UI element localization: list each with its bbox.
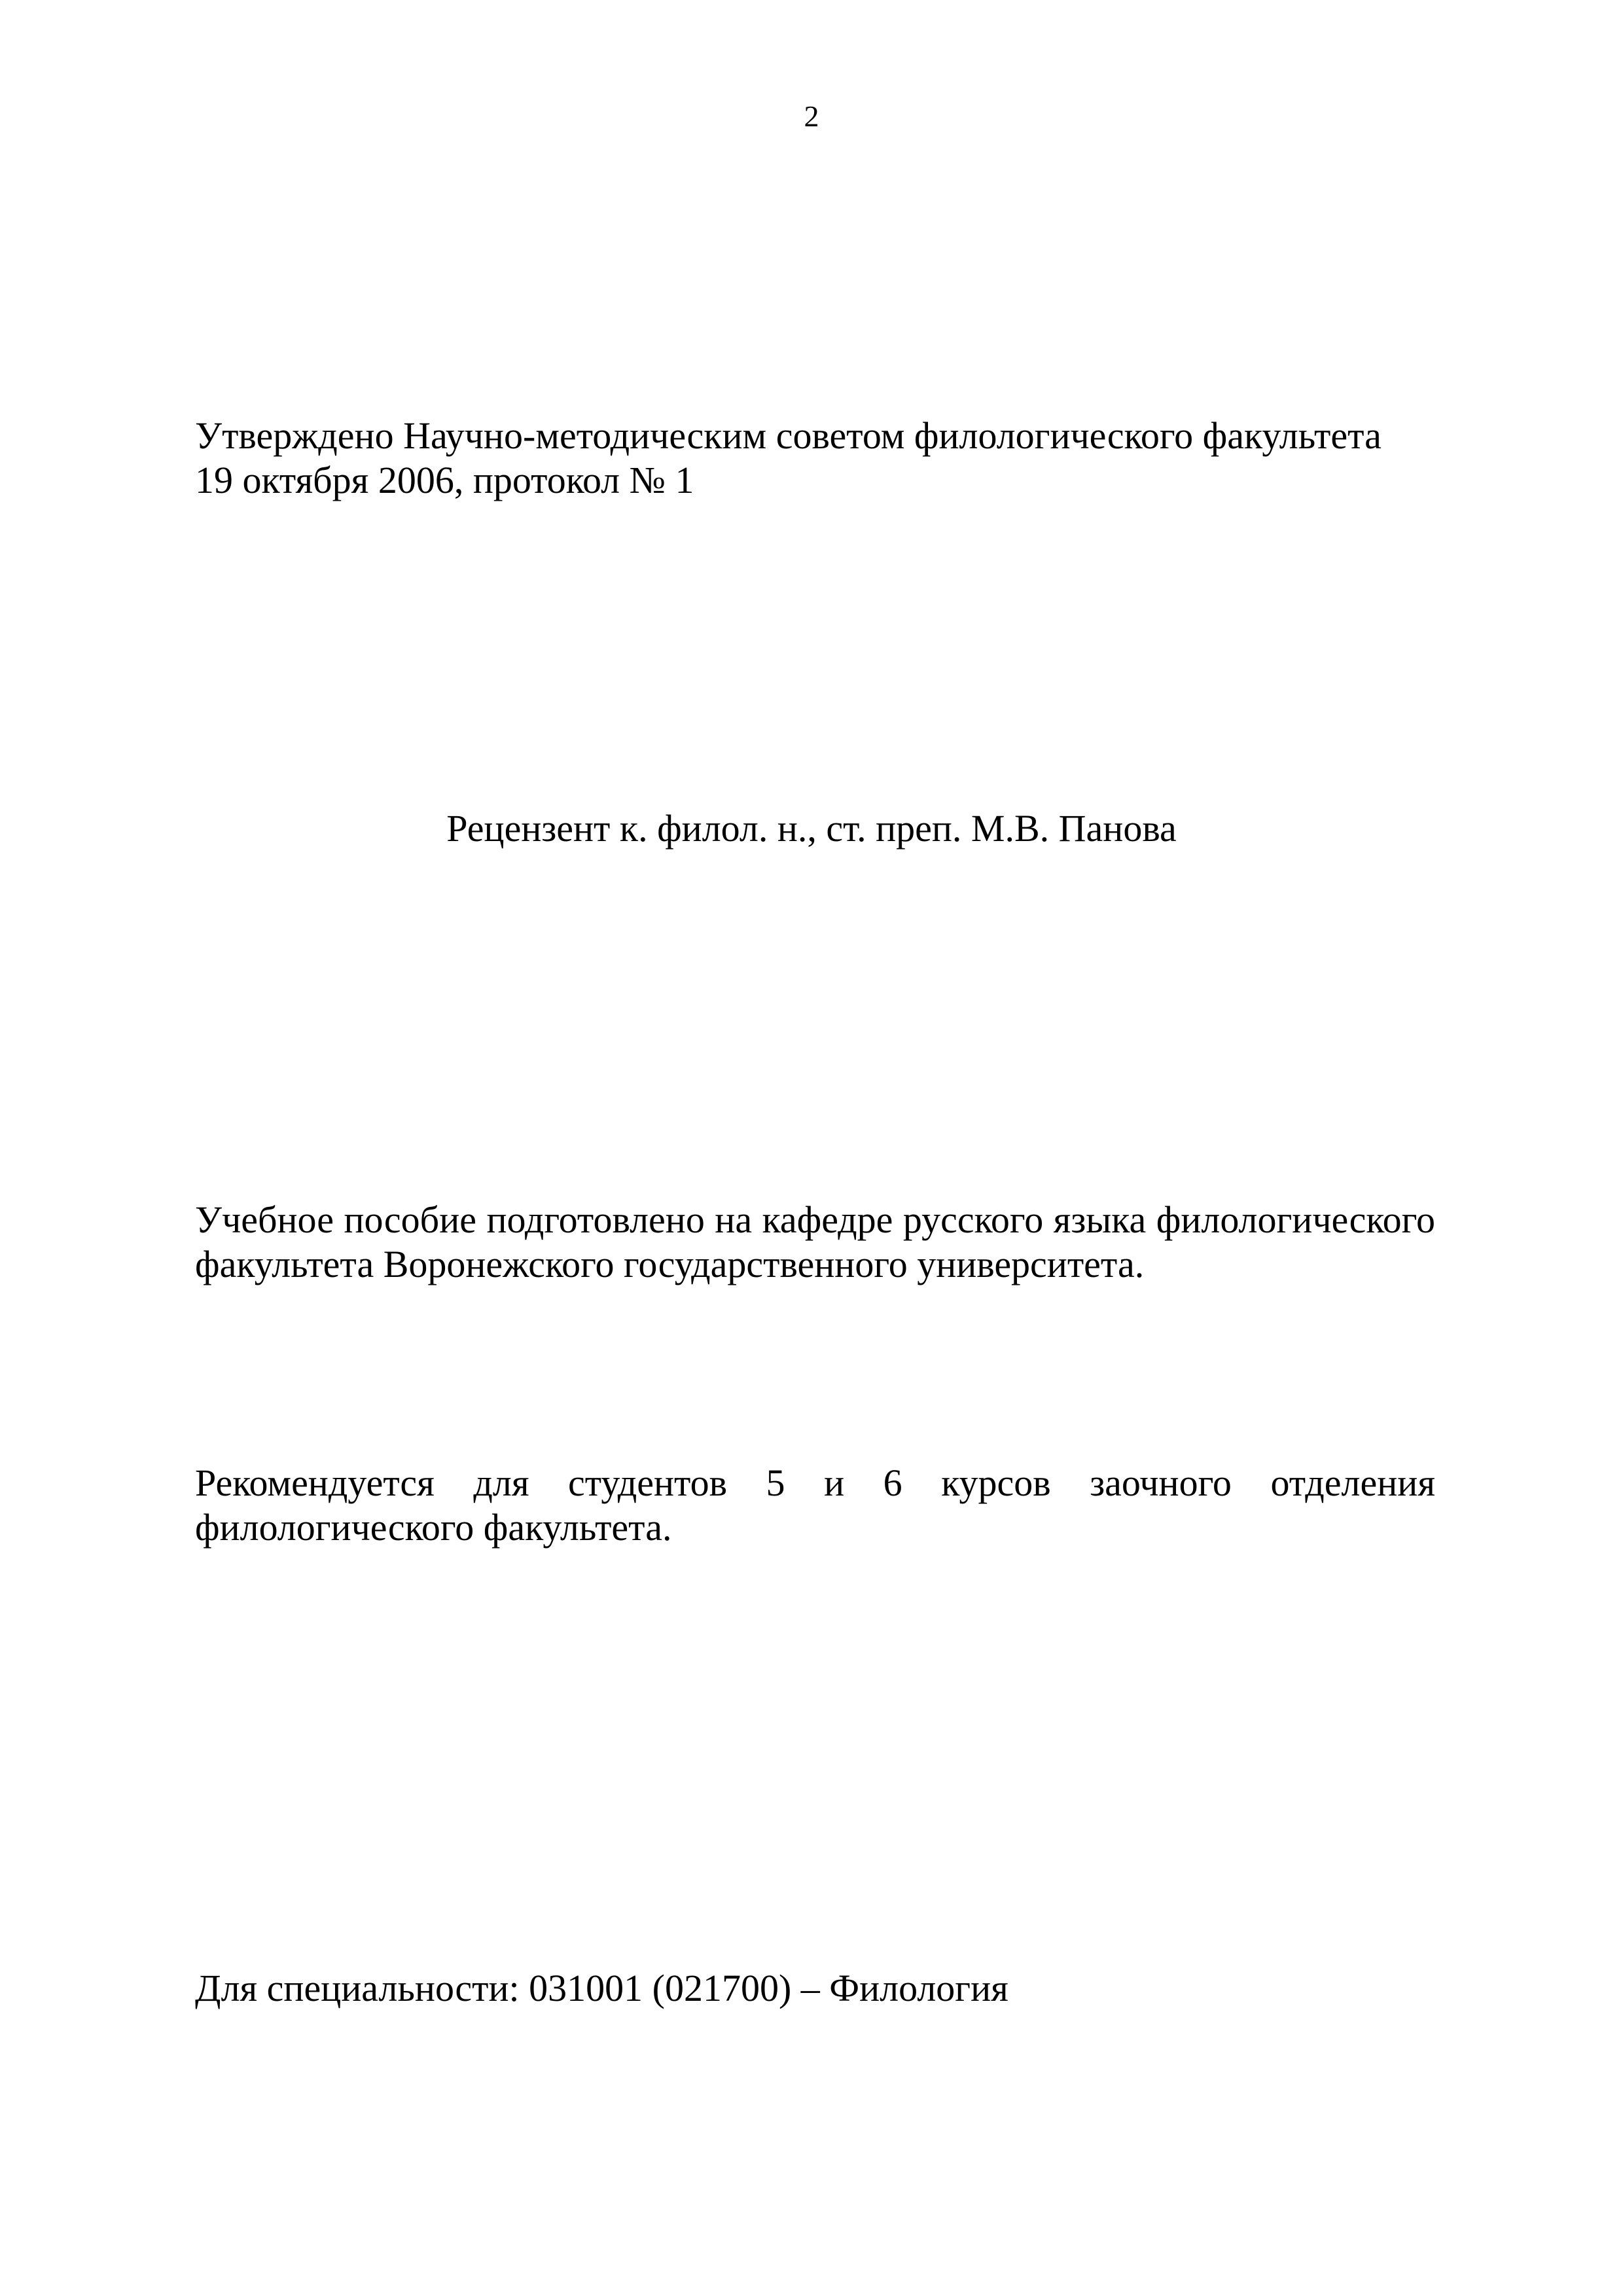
recommendation-paragraph: Рекомендуется для студентов 5 и 6 курсов заочного отделения филологического факультета.	[195, 1462, 1435, 1549]
approval-line-1: Утверждено Научно-методическим советом филологического факультета	[195, 414, 1382, 457]
page-number: 2	[804, 99, 819, 133]
prepared-by-paragraph: Учебное пособие подготовлено на кафедре русского языка филологического факультета Воронежского государственного университета.	[195, 1198, 1435, 1285]
approval-note	[195, 414, 1435, 503]
reviewer-line: Рецензент к. филол. н., ст. преп. М.В. Панова	[446, 807, 1177, 850]
approval-line-2: 19 октября 2006, протокол № 1	[195, 459, 694, 501]
specialty-line: Для специальности: 031001 (021700) – Филология	[195, 1967, 1008, 2009]
